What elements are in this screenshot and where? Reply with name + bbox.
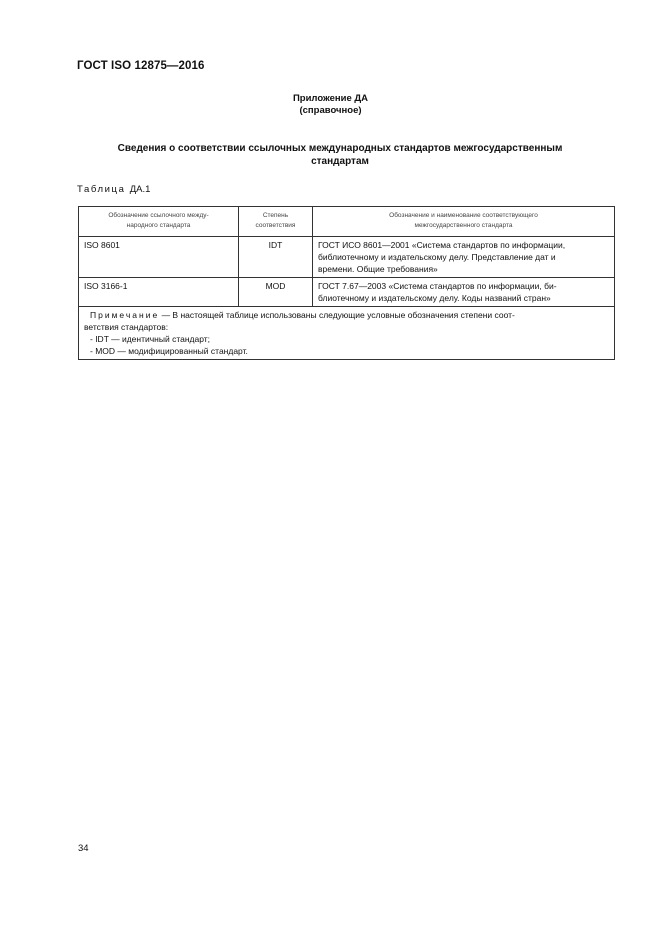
cell-standard-line: ГОСТ 7.67—2003 «Система стандартов по информации, би- (318, 281, 557, 291)
appendix-title: Приложение ДА (292, 93, 369, 104)
header-reference-line-2: народного стандарта (126, 222, 191, 229)
table-header-row (79, 207, 615, 237)
note-line-3: - IDT — идентичный стандарт; (90, 334, 211, 344)
section-title-line-1: Сведения о соответствии ссылочных международных стандартов межгосударственным (117, 143, 563, 154)
header-reference-standard (79, 207, 239, 237)
note-line-4: - MOD — модифицированный стандарт. (90, 346, 248, 356)
table-note-row (79, 307, 615, 360)
document-code: ГОСТ ISO 12875—2016 (77, 60, 205, 72)
table-row (79, 237, 615, 278)
cell-reference: ISO 3166-1 (79, 278, 239, 307)
header-reference-line-1: Обозначение ссылочного между- (108, 212, 209, 219)
header-interstate-standard (313, 207, 615, 237)
header-degree-line-2: соответствия (255, 222, 296, 229)
cell-reference: ISO 8601 (79, 237, 239, 278)
table-caption (77, 184, 150, 195)
cell-standard-line: блиотечному и издательскому делу. Коды названий стран» (318, 293, 551, 303)
table-note (79, 307, 615, 360)
header-standard-line-1: Обозначение и наименование соответствующего (389, 212, 538, 219)
header-degree (239, 207, 313, 237)
header-degree-line-1: Степень (262, 212, 289, 219)
section-title (90, 142, 590, 168)
appendix-subtitle: (справочное) (299, 105, 362, 116)
table-row (79, 278, 615, 307)
table-caption-number: ДА.1 (129, 184, 151, 195)
section-title-line-2: стандартам (311, 156, 369, 167)
cell-standard (313, 237, 615, 278)
cell-standard-line: библиотечному и издательскому делу. Представление дат и (318, 252, 556, 262)
standards-correspondence-table (78, 206, 615, 360)
note-label: Примечание (90, 310, 160, 320)
header-standard-line-2: межгосударственного стандарта (414, 222, 513, 229)
cell-standard-line: времени. Общие требования» (318, 264, 438, 274)
page-number: 34 (78, 843, 89, 854)
table-caption-label: Таблица (77, 184, 126, 195)
note-line-1-text: — В настоящей таблице использованы следующие условные обозначения степени соот- (159, 310, 515, 320)
cell-degree: IDT (239, 237, 313, 278)
appendix-heading (0, 93, 661, 117)
note-line-2: ветствия стандартов: (84, 322, 169, 332)
cell-standard (313, 278, 615, 307)
note-line-1 (84, 309, 609, 321)
cell-degree: MOD (239, 278, 313, 307)
cell-standard-line: ГОСТ ИСО 8601—2001 «Система стандартов по информации, (318, 240, 566, 250)
